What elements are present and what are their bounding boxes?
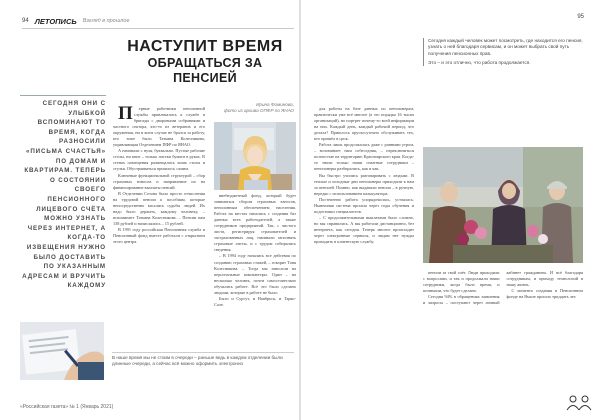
people-icon [566,395,592,411]
column-paragraph: для работы на базе данных по пенсионерам, практически уже всё многое (а это порядка 16 тысяч организаций), но портрет почему-то всей информации на них. Каждый день, каждый рабочий период, что делала? Пришлось круглосуточно обслуживать тех, кто пришёл в срок. [314,106,414,142]
pull-quote [20,95,106,291]
sidebar-paragraph: Это – и это отлично, что работа продолжается. [428,59,531,65]
column-paragraph: пенсии за свой счёт. Люди приходили с вопросами, и так и продолжали наши сотрудники, когда было время, и понимали, что будет сделано. [423,270,500,294]
sidebar-box [423,38,583,66]
column-paragraph: Сегодня 94% в обращениях заявления и запросы – поступают через личный кабинет гражданина. И всё благодаря сотрудникам, и приходу технологий в нашу жизнь. [423,270,583,306]
photo-caption: В наше время мы не стоим в очереди – раньше ведь в каждом отделении были длинные очереди, а сейчас всё можно оформить электронно [112,352,294,367]
article-column-4 [423,270,583,394]
column-paragraph: – С продолжительными выплатами было сложно, но мы справились. А мы работали дистанционно, без интернета, как сегодня. Теперь многое происходит через электронные сервисы, и людям нет нужды приходить в клиентскую службу. [314,214,414,245]
byline-credit: фото из архива ОПФР по ЯНАО [223,108,294,113]
market-photo [423,147,583,263]
column-paragraph: Вы быстро учились разговаривать с людьми. В теплые и холодные дни пенсионеры приходили к нам за пенсией. Помню, как выдавали пенсии – в ручную, нередко с использованием калькулятора. [314,172,414,196]
pull-quote-text: СЕГОДНЯ ОНИ С УЛЫБКОЙ ВСПОМИНАЮТ ТО ВРЕМЯ, КОГДА РАЗНОСИЛИ «ПИСЬМА СЧАСТЬЯ» ПО ДОМАМ И КВАРТИРАМ. ТЕПЕРЬ О СОСТОЯНИИ СВОЕГО ПЕНСИОННОГО ЛИЦЕВОГО СЧЁТА МОЖНО УЗНАТЬ ЧЕРЕЗ ИНТЕРНЕТ, А КОГДА-ТО ИЗВЕЩЕНИЯ НУЖНО БЫЛО ДОСТАВИТЬ ПО УКАЗАННЫМ АДРЕСАМ И ВРУЧИТЬ КАЖДОМУ [22,100,106,290]
section-title: ЛЕТОПИСЬ [34,16,77,26]
sidebar-paragraph: Сегодня каждый человек может посмотреть, где находится его пенсия, узнать о ней благодаря сервисам, и он может выбрать свой путь получения пенсионных прав. [428,38,583,56]
column-paragraph: А начинали с нуля, буквально. Пустые рабочие столы, ни книг – только листки бумаги в руках. В стенах помещения размещались лишь столы и стулья. Обустраиваться пришлось самим. [113,148,205,172]
section-subtitle: Взгляд в прошлое [82,18,130,24]
article-column-2 [214,193,296,341]
documents-photo [20,322,104,380]
page-header-left [22,14,292,28]
article-column-3 [314,106,414,402]
column-paragraph: Работа лишь продолжалась даже с ранними утром, – вспоминает наш собеседник, – переключиться полностью на территорию Красноярского края. Когда-то знали только наши опытные сотрудники – пенсионеры разбирались, как и как. [314,142,414,172]
page-fold [299,0,301,420]
headline-line-1: НАСТУПИТ ВРЕМЯ [127,38,283,55]
byline-author: Ирина Фоминова, [256,102,294,107]
left-page-number: 94 [22,18,29,24]
article-column-1 [113,106,205,332]
publication-footer: «Российская газета» № 1 (Январь 2021) [20,404,114,410]
byline [214,102,294,114]
column-paragraph: Постепенно работа упорядочилась, устоялась. Нынешняя система прошла через годы обучения и подготовки специалистов. [314,196,414,214]
portrait-photo [214,122,296,190]
column-paragraph: – В 1994 году начались все действия по созданию страховых стажей, – говорит Таня Колесникова. – Тогда мы заносили на персональные компьютеры. Один – на несколько человек, почти самостоятельно обучались работе. Всё это было сделано людьми, которые в работе не было. [214,253,296,295]
column-paragraph: Ключевые функциональной структурой – сбор страховых взносов и направление их на финансирование выплаты пенсий. [113,172,205,190]
column-paragraph: внебюджетный фонд, который будет заниматься сбором страховых взносов, пенсионным обеспечением населения. Работа на местах начались с создания баз данных всех работодателей, а также сотрудников предприятий. Так, с чистого листа, регистрируя страхователей и застрахованных лиц, начинали заполнять страховые листы, и с трудом собирались сведения. [214,193,296,253]
column-paragraph: В 1991 году российская Пенсионная служба и Пенсионный фонд вместе работали с открытием этого центра. [113,226,205,245]
header-rule [22,28,294,29]
column-paragraph: В Отделении Сезона было просто отчисления на трудовой пенсии к пособиям, которые непосредственно касались судьбы людей. Их надо было держать, каждому человеку, – вспоминает Татьяна Колесникова. – Пенсии нам 138 рублей и начислялись – 15 рублей. [113,190,205,226]
column-paragraph: Первые работники пенсионной службы привлекались к службе в бригады с дворовыми собраниями и частного сектора, кто-то из ветеранов и его окружения, ни в коем случае не брался за работу, кто тоже было Татьяна Колесникова, управляющая Отделением ПФР по ЯНАО. [113,106,205,148]
column-paragraph: Было и Сургут, и Ноябрьск, и Тарко-Сале. [214,295,296,307]
headline-line-2: ОБРАЩАТЬСЯ ЗА ПЕНСИЕЙ [147,56,263,85]
article-headline [115,38,295,86]
right-page-number: 95 [577,14,584,20]
column-paragraph: С момента создания в Пенсионном фонде на Ямале прошло тридцать лет. [506,288,583,300]
